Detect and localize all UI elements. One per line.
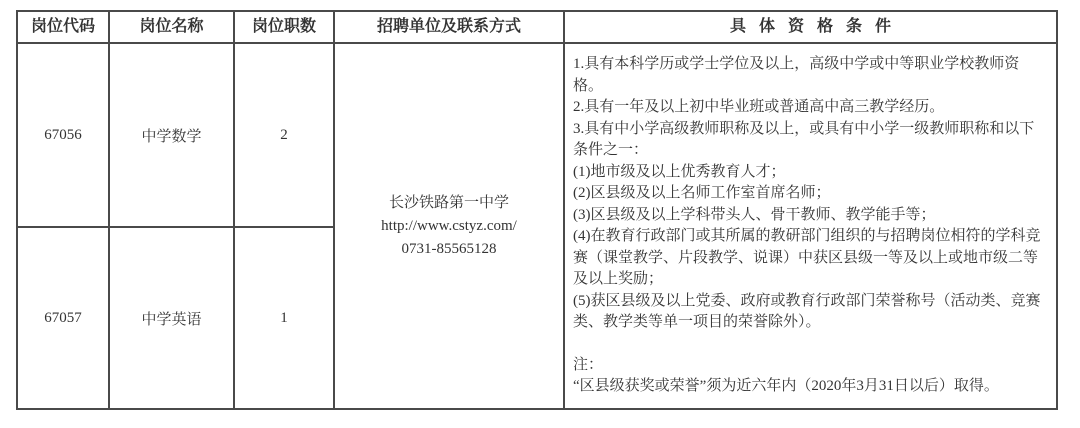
contact-school-name: 长沙铁路第一中学: [388, 194, 509, 211]
qualification-item-3-4: (4)在教育行政部门或其所属的教研部门组织的与招聘岗位相符的学科竞赛（课堂教学、片段教学、说课）中获区县级一等及以上或地市级二等及以上奖励；: [573, 228, 1041, 288]
note-text: “区县级获奖或荣誉”须为近六年内（2020年3月31日以后）取得。: [573, 378, 999, 395]
header-qualifications: 具体资格条件: [565, 12, 1056, 44]
contact-cell: [335, 44, 565, 408]
contact-website: http://www.cstyz.com/: [381, 217, 517, 234]
header-contact: 招聘单位及联系方式: [335, 12, 565, 44]
row1-position-name: 中学数学: [110, 44, 235, 228]
row2-position-code: 67057: [18, 228, 110, 408]
row2-position-count: 1: [235, 228, 335, 408]
qualification-item-3-5: (5)获区县级及以上党委、政府或教育行政部门荣誉称号（活动类、竞赛类、教学类等单一项目的荣誉除外）。: [573, 292, 1041, 331]
header-position-name: 岗位名称: [110, 12, 235, 44]
qualification-item-3: 3.具有中小学高级教师职称及以上，或具有中小学一级教师职称和以下条件之一：: [573, 120, 1035, 159]
qualifications-cell: [565, 44, 1056, 408]
qualification-item-3-2: (2)区县级及以上名师工作室首席名师；: [573, 185, 831, 202]
row1-position-count: 2: [235, 44, 335, 228]
row1-position-code: 67056: [18, 44, 110, 228]
qualification-item-3-3: (3)区县级及以上学科带头人、骨干教师、教学能手等；: [573, 206, 936, 223]
row2-position-name: 中学英语: [110, 228, 235, 408]
contact-phone: 0731-85565128: [401, 240, 497, 257]
header-position-count: 岗位职数: [235, 12, 335, 44]
qualification-item-2: 2.具有一年及以上初中毕业班或普通高中高三教学经历。: [573, 99, 945, 116]
note-label: 注：: [573, 356, 604, 373]
qualification-item-3-1: (1)地市级及以上优秀教育人才；: [573, 163, 786, 180]
qualification-item-1: 1.具有本科学历或学士学位及以上，高级中学或中等职业学校教师资格。: [573, 56, 1020, 94]
header-position-code: 岗位代码: [18, 12, 110, 44]
recruitment-table: [16, 10, 1058, 410]
